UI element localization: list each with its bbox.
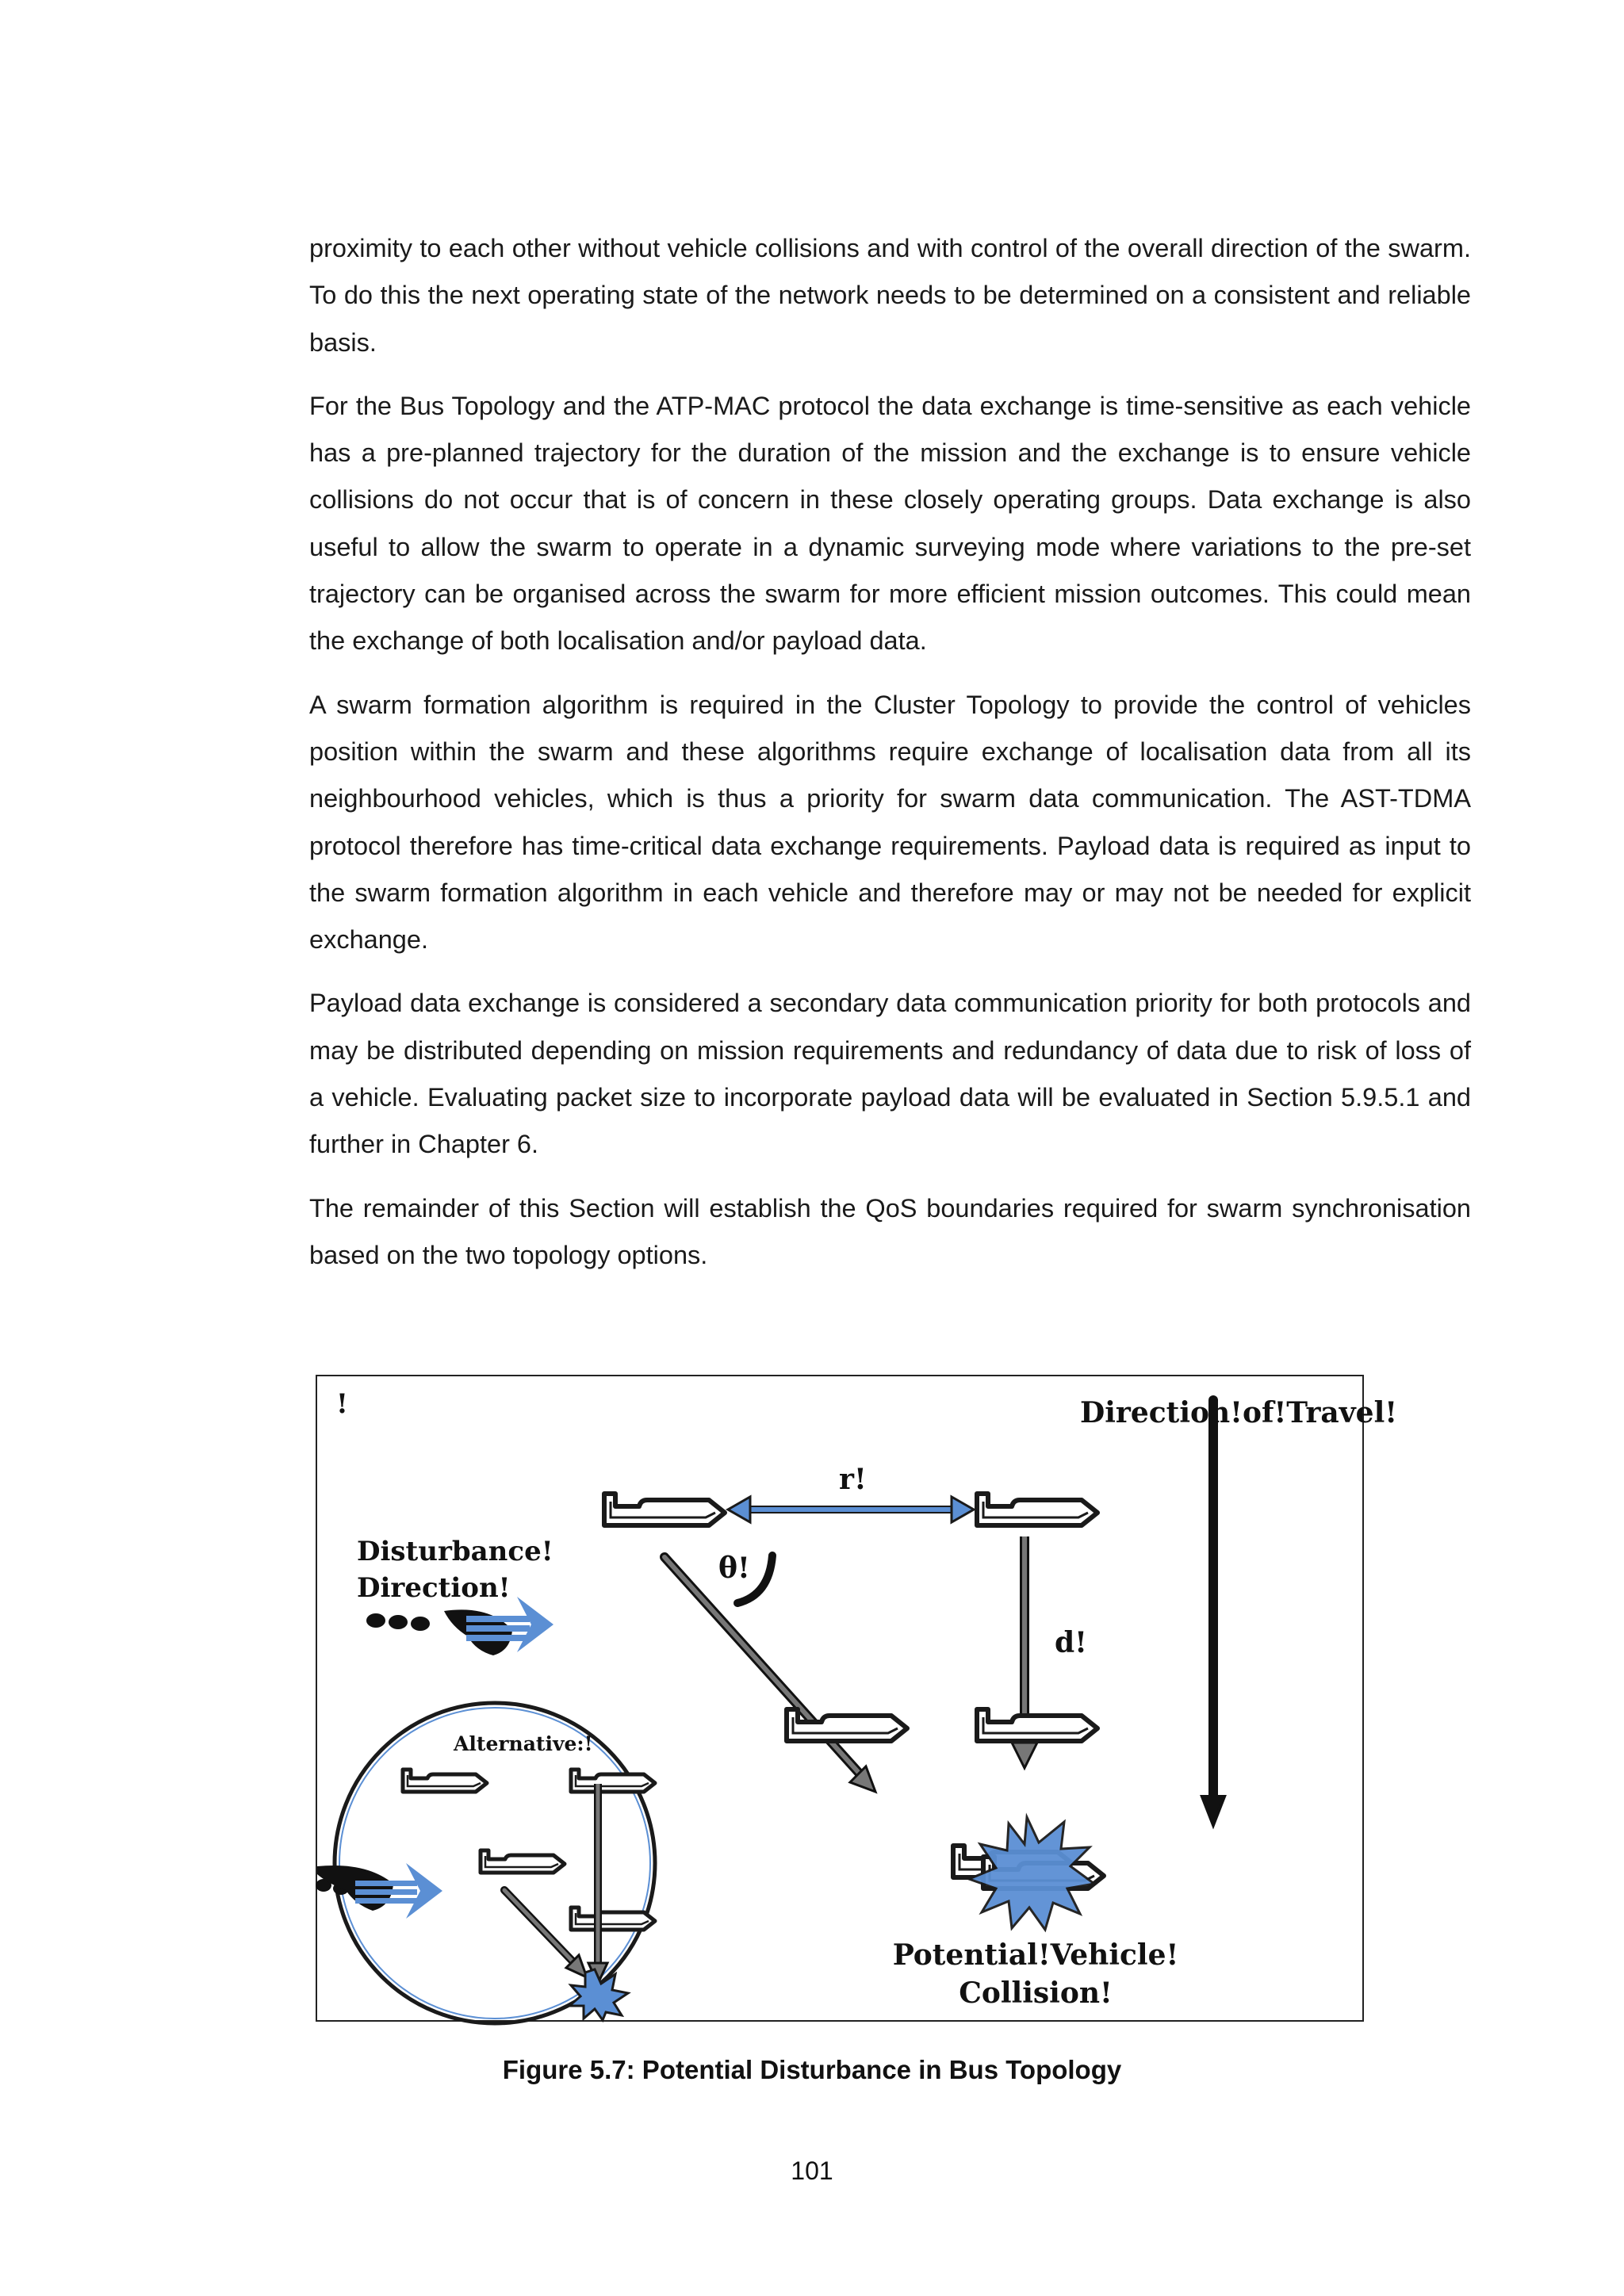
paragraph-5: The remainder of this Section will establish the QoS boundaries required for swarm synchronisation based on the two topology options. bbox=[309, 1193, 1471, 1269]
alt-vertical-arrow bbox=[588, 1784, 607, 1984]
figure-bus-topology-disturbance bbox=[316, 1375, 1398, 2022]
figure-caption: Figure 5.7: Potential Disturbance in Bus Topology bbox=[502, 2055, 1122, 2084]
alt-disturbance-arrow bbox=[316, 1863, 442, 1919]
alt-diagonal-arrow bbox=[504, 1890, 587, 1977]
disturbance-label-line1: Disturbance! bbox=[357, 1536, 553, 1567]
paragraph-4: Payload data exchange is considered a secondary data communication priority for both protocols and may be distributed depending on mission requirements and redundancy of data due to risk of loss of a vehicle. Evaluating packet size to incorporate payload data will be evaluated in Section 5.9.5.1 and further in Chapter 6. bbox=[309, 989, 1471, 1159]
collision-burst bbox=[969, 1817, 1094, 1930]
alt-vehicle-left bbox=[403, 1770, 487, 1792]
alternative-label: Alternative:! bbox=[454, 1732, 593, 1755]
alt-vehicle-middle bbox=[481, 1850, 565, 1873]
paragraph-2: For the Bus Topology and the ATP-MAC protocol the data exchange is time-sensitive as each vehicle has a pre-planned trajectory for the duration of the mission and the exchange is to ensure vehicle collisions do not occur that is of concern in these closely operating groups. Data exchange is also useful to allow the swarm to operate in a dynamic surveying mode where variations to the pre-set trajectory can be organised across the swarm for more efficient mission outcomes. This could mean the exchange of both localisation and/or payload data. bbox=[309, 391, 1471, 656]
vehicle-middle-right bbox=[977, 1709, 1097, 1741]
direction-of-travel-label: Direction!of!Travel! bbox=[1080, 1396, 1398, 1429]
collision-label-line2: Collision! bbox=[959, 1976, 1113, 2010]
figure-diagram bbox=[317, 1376, 1398, 2020]
alt-vehicle-lower bbox=[571, 1908, 655, 1930]
diagonal-trajectory-arrow bbox=[665, 1557, 875, 1792]
r-label: r! bbox=[839, 1463, 867, 1496]
alt-collision-burst bbox=[569, 1969, 628, 2020]
disturbance-arrow bbox=[366, 1597, 553, 1655]
direction-of-travel-arrow bbox=[1202, 1400, 1224, 1825]
body-text bbox=[309, 225, 1471, 1295]
collision-label-line1: Potential!Vehicle! bbox=[892, 1938, 1179, 1972]
corner-mark: ! bbox=[336, 1388, 348, 1420]
page-number: 101 bbox=[791, 2156, 833, 2185]
disturbance-label-line2: Direction! bbox=[357, 1572, 511, 1604]
paragraph-3: A swarm formation algorithm is required in the Cluster Topology to provide the control of vehicles position within the swarm and these algorithms require exchange of localisation data from all its neighbourhood vehicles, which is thus a priority for swarm data communication. The AST-TDMA protocol therefore has time-critical data exchange requirements. Payload data is required as input to the swarm formation algorithm in each vehicle and therefore may or may not be needed for explicit exchange. bbox=[309, 690, 1471, 955]
vehicle-top-right bbox=[977, 1494, 1097, 1525]
theta-label: θ! bbox=[718, 1552, 750, 1585]
r-distance-arrow bbox=[728, 1497, 974, 1522]
vehicle-top-left bbox=[604, 1494, 725, 1525]
d-label: d! bbox=[1055, 1626, 1087, 1659]
alt-vehicle-right bbox=[571, 1770, 655, 1792]
paragraph-1: proximity to each other without vehicle collisions and with control of the overall direction of the swarm. To do this the next operating state of the network needs to be determined on a consistent and reliable basis. bbox=[309, 234, 1471, 357]
